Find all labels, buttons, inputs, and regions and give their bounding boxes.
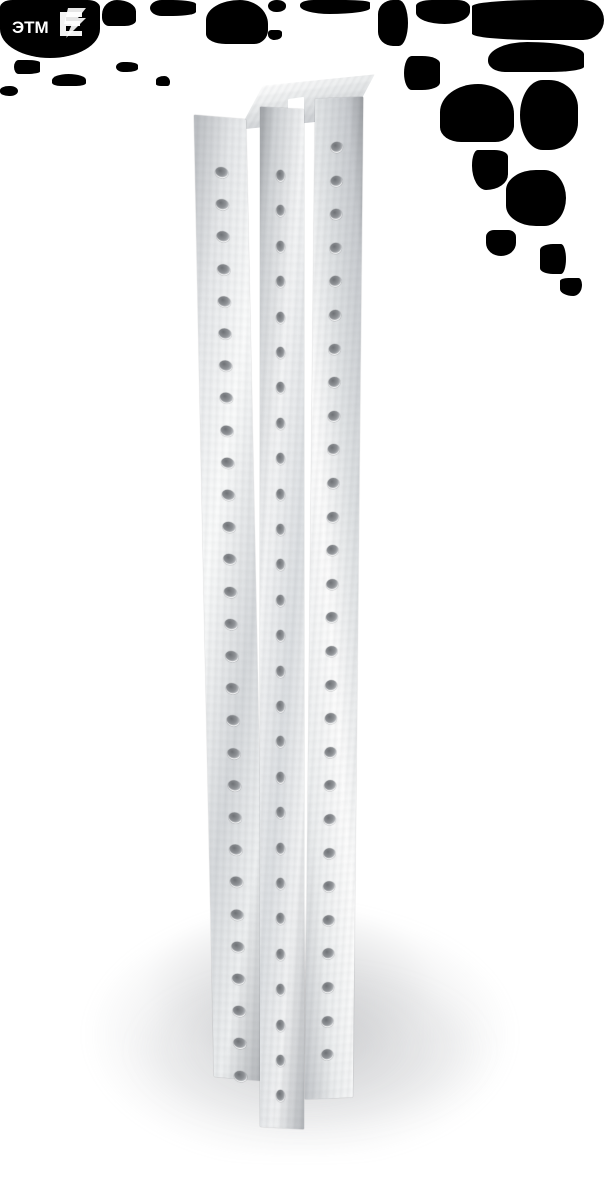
mounting-hole [327,511,339,523]
mounting-hole [276,240,285,253]
ink-blob [300,0,370,14]
mounting-hole [276,311,285,324]
mounting-hole [330,209,342,221]
mounting-hole [232,973,245,985]
mounting-hole [228,780,241,792]
ink-blob [206,0,268,44]
mounting-hole [324,747,336,759]
ink-blob [540,244,566,274]
mounting-hole [276,842,285,855]
mounting-hole [222,522,235,534]
mounting-hole [276,594,285,607]
mounting-hole [220,425,233,437]
ink-blob [416,0,470,24]
ink-blob [486,230,516,256]
mounting-hole [276,630,285,643]
mounting-hole [215,167,228,179]
mounting-hole [325,713,337,725]
mounting-hole [226,715,239,727]
ink-blob [268,0,286,12]
mounting-hole [233,1005,246,1017]
mounting-hole [229,844,242,856]
ink-blob [378,0,408,46]
mounting-hole [325,679,337,691]
metal-texture [260,107,304,1130]
mounting-hole [322,1016,334,1028]
right-plate-hole-column [305,97,363,1100]
mounting-hole [276,1019,285,1032]
mounting-hole [330,175,342,187]
mounting-hole [276,701,285,714]
mounting-hole [230,876,243,888]
mounting-hole [224,618,237,630]
ink-blob [472,0,604,40]
mounting-hole [218,296,231,308]
mounting-hole [276,1055,285,1068]
mounting-hole [276,347,285,360]
mounting-hole [218,328,231,340]
mounting-hole [276,984,285,997]
mounting-hole [276,1090,285,1103]
etm-watermark-text: ЭТМ [12,18,49,37]
metal-texture [194,115,266,1082]
mounting-hole [323,848,335,860]
mounting-hole [223,554,236,566]
ink-blob [268,30,282,40]
mounting-hole [323,915,335,927]
ink-blob [102,0,136,26]
right-perforated-plate [305,97,363,1100]
mounting-hole [322,948,334,960]
mounting-hole [276,205,285,218]
ink-blob [520,80,578,150]
mounting-hole [231,909,244,921]
mounting-hole [326,579,338,591]
mounting-hole [276,771,285,784]
perforated-steel-strut [190,80,420,1150]
mounting-hole [329,276,341,288]
mounting-hole [276,913,285,926]
mounting-hole [327,444,339,456]
mounting-hole [217,263,230,275]
mounting-hole [227,747,240,759]
metal-texture [305,97,363,1100]
center-web-plate [260,107,304,1130]
mounting-hole [231,941,244,953]
mounting-hole [322,982,334,994]
ink-blob [150,0,196,16]
mounting-hole [220,392,233,404]
mounting-hole [233,1038,246,1050]
mounting-hole [276,878,285,891]
mounting-hole [276,453,285,466]
mounting-hole [224,586,237,598]
left-perforated-plate [194,115,266,1082]
etm-watermark [8,4,94,64]
mounting-hole [276,559,285,572]
mounting-hole [216,231,229,243]
mounting-hole [221,457,234,469]
ink-blob [472,150,508,190]
mounting-hole [276,524,285,537]
mounting-hole [276,488,285,501]
mounting-hole [276,665,285,678]
mounting-hole [276,276,285,289]
mounting-hole [324,780,336,792]
mounting-hole [276,807,285,820]
mounting-hole [276,736,285,749]
ink-blob [0,86,18,96]
mounting-hole [329,343,341,355]
mounting-hole [222,489,235,501]
mounting-hole [234,1070,247,1082]
ink-blob [560,278,582,296]
mounting-hole [328,377,340,389]
mounting-hole [228,812,241,824]
mounting-hole [276,417,285,430]
ink-blob [52,74,86,86]
left-plate-hole-column [194,115,266,1082]
ink-blob [488,42,584,72]
ink-blob [116,62,138,72]
mounting-hole [225,651,238,663]
mounting-hole [276,382,285,395]
mounting-hole [276,948,285,961]
ink-blob [156,76,170,86]
mounting-hole [226,683,239,695]
mounting-hole [216,199,229,211]
mounting-hole [321,1049,333,1061]
ink-blob [506,170,566,226]
mounting-hole [325,646,337,658]
mounting-hole [330,242,342,254]
mounting-hole [331,142,343,154]
mounting-hole [328,411,340,423]
mounting-hole [219,360,232,372]
mounting-hole [329,310,341,322]
center-plate-hole-column [260,107,304,1130]
mounting-hole [323,881,335,893]
mounting-hole [324,814,336,826]
mounting-hole [276,170,285,183]
ink-blob [440,84,514,142]
mounting-hole [326,612,338,624]
mounting-hole [327,478,339,490]
ink-blob [404,56,440,90]
mounting-hole [326,545,338,557]
